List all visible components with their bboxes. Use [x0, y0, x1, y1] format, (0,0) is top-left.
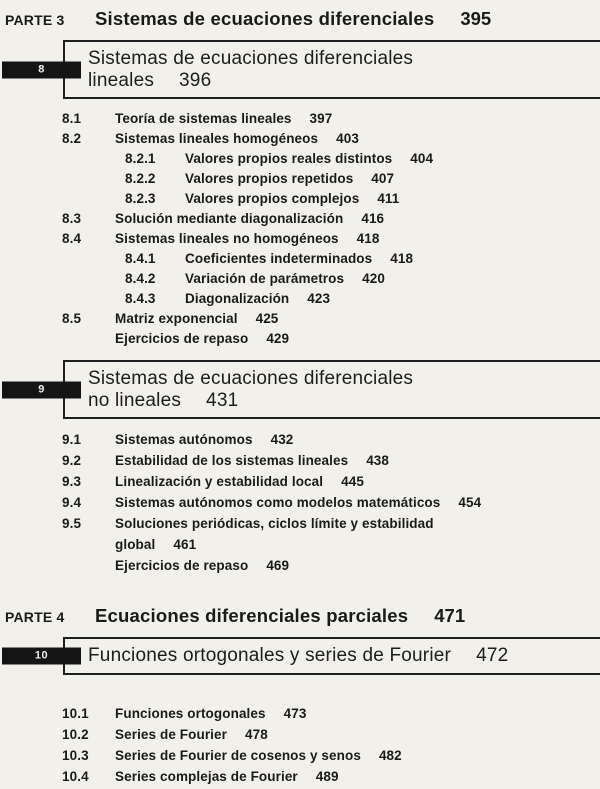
chapter-title-line: Funciones ortogonales y series de Fourier [88, 645, 452, 666]
chapter-title [88, 368, 600, 411]
toc-entry [0, 450, 600, 471]
section-page-number: 418 [356, 231, 380, 246]
section-number: 9.2 [62, 453, 82, 468]
section-page-number: 432 [270, 432, 294, 447]
section-title: Series complejas de Fourier 489 [115, 768, 339, 784]
toc-entry [0, 269, 600, 289]
section-page-number: 489 [315, 768, 339, 784]
section-title: Coeficientes indeterminados 418 [185, 251, 414, 266]
section-number: 8.4.3 [125, 291, 156, 306]
section-page-number: 403 [336, 131, 359, 146]
chapter-title-line: Sistemas de ecuaciones diferenciales [88, 368, 414, 389]
section-number: 8.5 [62, 311, 82, 326]
section-title: Sistemas lineales homogéneos 403 [115, 131, 359, 146]
part-page-number: 471 [434, 605, 466, 626]
section-page-number: 478 [245, 726, 268, 742]
chapter-box [38, 360, 600, 419]
section-number: 8.1 [62, 111, 82, 126]
section-number: 8.4 [62, 231, 82, 246]
chapter-title-line: lineales [88, 69, 155, 91]
part-heading [0, 606, 600, 626]
toc-entry [0, 229, 600, 249]
section-page-number: 454 [458, 495, 482, 510]
section-title: Linealización y estabilidad local 445 [115, 474, 364, 489]
section-number [62, 555, 115, 576]
toc-entry [0, 309, 600, 329]
section-number: 10.4 [62, 768, 89, 784]
section-title: Ejercicios de repaso 429 [115, 331, 290, 346]
chapter-title-line: Sistemas de ecuaciones diferenciales [88, 48, 414, 69]
section-page-number: 461 [173, 537, 197, 552]
section-number: 8.3 [62, 211, 82, 226]
section-title: Valores propios complejos 411 [185, 191, 400, 206]
toc-entry [0, 766, 600, 787]
section-title: Estabilidad de los sistemas lineales 438 [115, 453, 390, 468]
toc-entry [0, 703, 600, 724]
toc-entry [0, 471, 600, 492]
chapter-page-number: 396 [179, 69, 212, 91]
part-title: Sistemas de ecuaciones diferenciales [95, 8, 435, 29]
section-page-number: 404 [410, 151, 434, 166]
toc-entry [0, 429, 600, 450]
section-page-number: 429 [266, 331, 290, 346]
section-page-number: 420 [362, 271, 385, 286]
chapter-page-number: 431 [206, 389, 239, 411]
section-title: Series de Fourier 478 [115, 726, 268, 742]
chapter-box [34, 637, 600, 675]
chapter-number-tab: 10 [2, 647, 81, 664]
section-title: Valores propios reales distintos 404 [185, 151, 434, 166]
section-page-number: 407 [371, 171, 395, 186]
section-number: 8.4.1 [125, 251, 156, 266]
section-title: Sistemas autónomos como modelos matemáticos 454 [115, 495, 482, 510]
section-number: 8.4.2 [125, 271, 156, 286]
chapter-title-line: no lineales [88, 389, 182, 411]
toc-entry [0, 745, 600, 766]
section-title: Valores propios repetidos 407 [185, 171, 395, 186]
toc-entry [0, 329, 600, 349]
section-page-number: 438 [366, 453, 390, 468]
section-title: Teoría de sistemas lineales 397 [115, 111, 333, 126]
section-number [62, 329, 115, 349]
part-label: PARTE 4 [5, 609, 65, 625]
toc-entry [0, 209, 600, 229]
section-number: 8.2 [62, 131, 82, 146]
part-page-number: 395 [460, 8, 492, 29]
toc-entry [0, 513, 600, 555]
section-number: 9.1 [62, 432, 82, 447]
chapter-page-number: 472 [476, 645, 509, 666]
part-heading [0, 9, 600, 29]
chapter-number-tab: 9 [2, 381, 81, 398]
section-title: Solución mediante diagonalización 416 [115, 211, 385, 226]
toc-entry [0, 724, 600, 745]
section-page-number: 397 [309, 111, 333, 126]
chapter-sections [0, 429, 600, 576]
part-label: PARTE 3 [5, 12, 65, 28]
part-title: Ecuaciones diferenciales parciales [95, 605, 409, 626]
section-title: Funciones ortogonales 473 [115, 705, 307, 721]
section-page-number: 482 [378, 747, 402, 763]
section-title: Sistemas lineales no homogéneos 418 [115, 231, 380, 246]
toc-entry [0, 169, 600, 189]
section-number: 9.5 [62, 516, 82, 531]
chapter-sections [0, 109, 600, 349]
section-title: Matriz exponencial 425 [115, 311, 279, 326]
section-number: 9.3 [62, 474, 82, 489]
section-title: Series de Fourier de cosenos y senos 482 [115, 747, 402, 763]
section-page-number: 473 [283, 705, 307, 721]
section-number: 9.4 [62, 495, 82, 510]
chapter-box [38, 40, 600, 99]
section-title: Soluciones periódicas, ciclos límite y estabilidad global 461 [115, 516, 434, 552]
toc-entry [0, 149, 600, 169]
chapter-number-tab: 8 [2, 61, 81, 78]
toc-entry [0, 555, 600, 576]
section-number: 8.2.3 [125, 191, 156, 206]
section-number: 8.2.2 [125, 171, 156, 186]
chapter-title [88, 645, 600, 667]
section-page-number: 418 [390, 251, 414, 266]
toc-entry [0, 129, 600, 149]
section-title: Diagonalización 423 [185, 291, 331, 306]
section-page-number: 445 [341, 474, 364, 489]
toc-entry [0, 249, 600, 269]
section-number: 10.1 [62, 705, 89, 721]
section-page-number: 416 [361, 211, 385, 226]
section-page-number: 469 [266, 558, 290, 573]
toc-entry [0, 109, 600, 129]
section-number: 8.2.1 [125, 151, 156, 166]
toc-entry [0, 189, 600, 209]
toc-entry [0, 492, 600, 513]
toc-part [0, 606, 600, 787]
section-page-number: 423 [307, 291, 331, 306]
section-page-number: 425 [255, 311, 279, 326]
section-page-number: 411 [377, 191, 400, 206]
section-number: 10.3 [62, 747, 89, 763]
chapter-title [88, 48, 600, 91]
section-title: Ejercicios de repaso 469 [115, 558, 290, 573]
chapter-sections [0, 703, 600, 787]
section-number: 10.2 [62, 726, 89, 742]
section-title: Variación de parámetros 420 [185, 271, 385, 286]
toc-part [0, 9, 600, 576]
section-title: Sistemas autónomos 432 [115, 432, 294, 447]
toc-entry [0, 289, 600, 309]
